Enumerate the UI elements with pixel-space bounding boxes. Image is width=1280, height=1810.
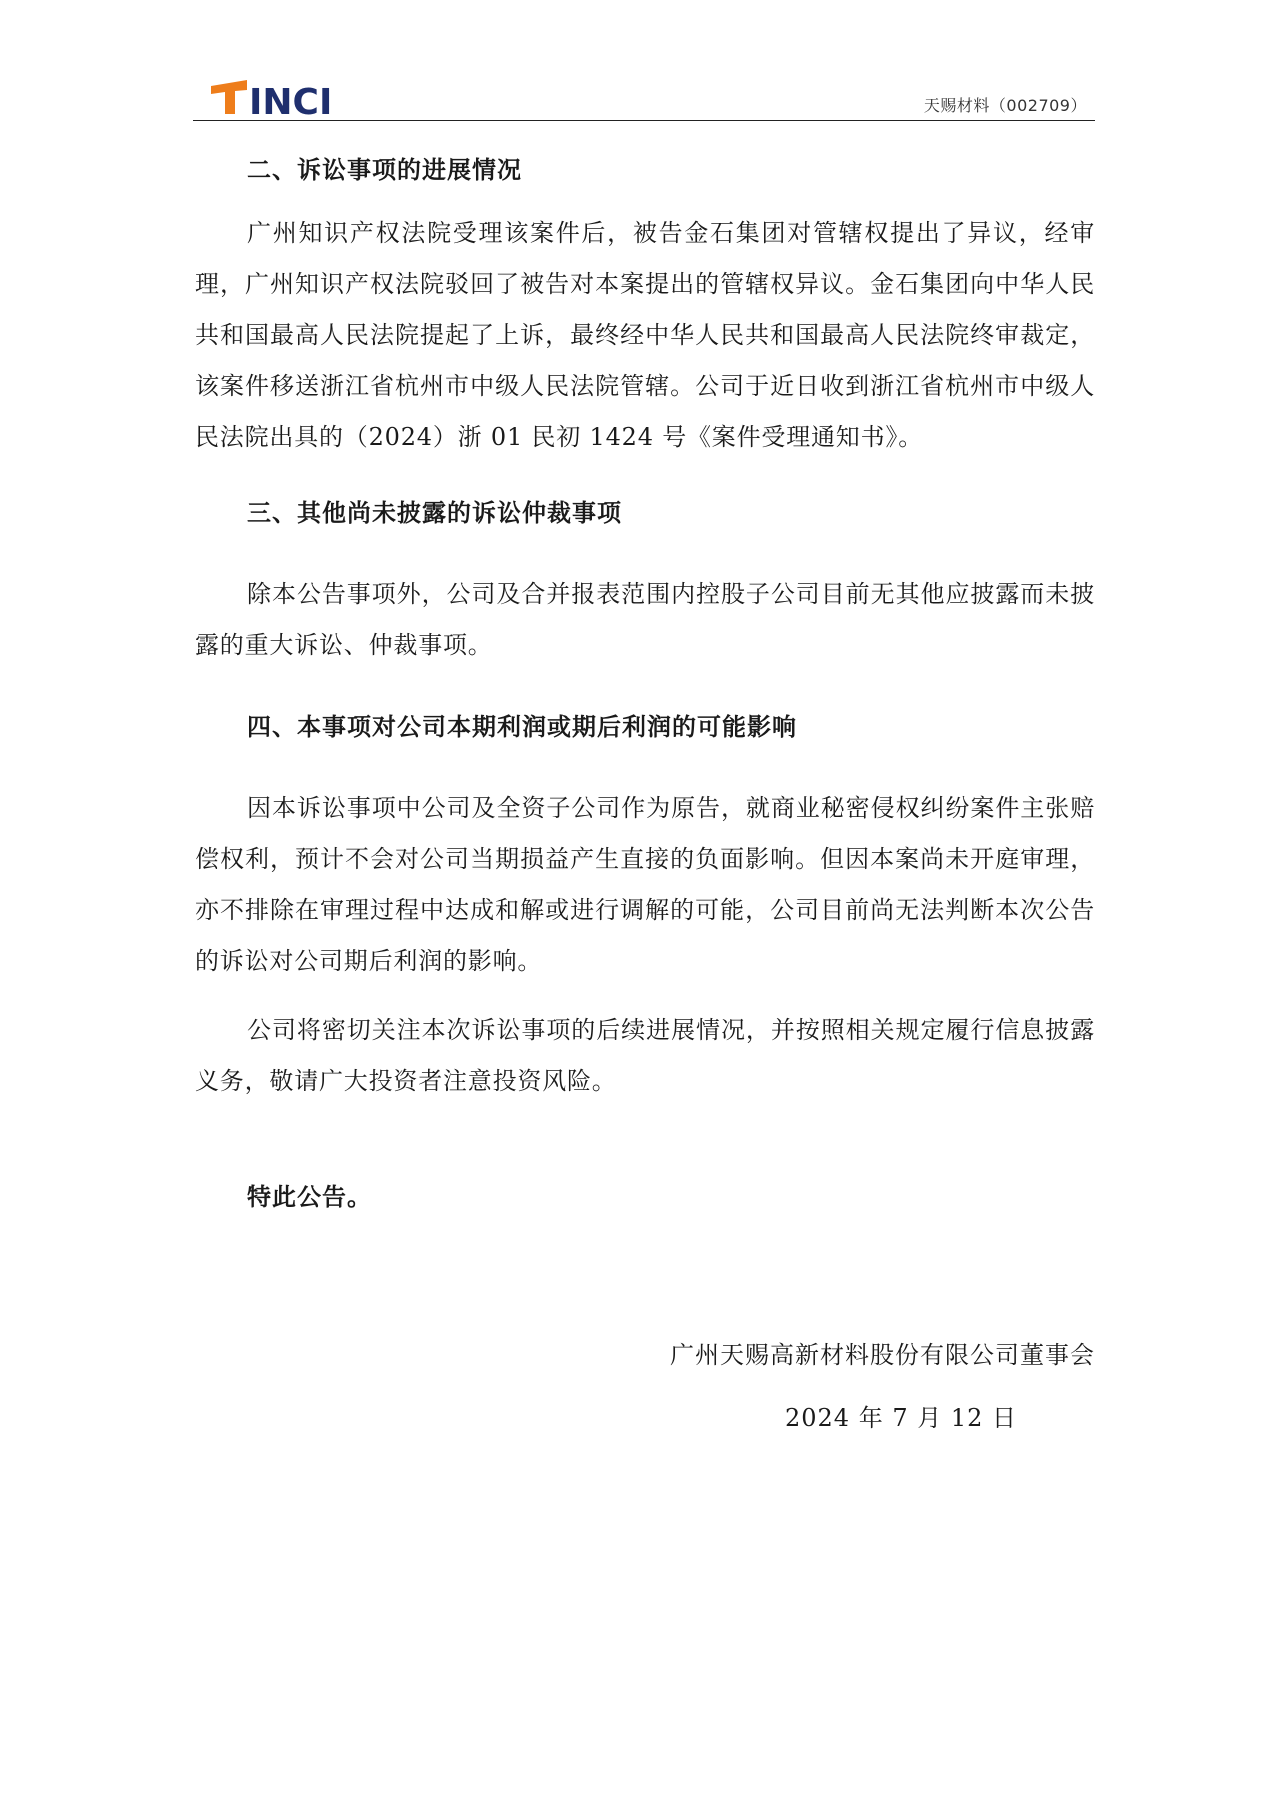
page-header [193,78,1095,121]
logo-text: INCI [249,82,333,118]
company-code: 天赐材料（002709） [923,96,1087,115]
document-body [195,150,1095,1217]
closing-statement: 特此公告。 [247,1183,372,1211]
announcement-date: 2024 年 7 月 12 日 [785,1404,1018,1432]
section-heading-progress: 二、诉讼事项的进展情况 [247,156,522,184]
section-heading-impact: 四、本事项对公司本期利润或期后利润的可能影响 [247,713,797,741]
section-heading-other-litigation: 三、其他尚未披露的诉讼仲裁事项 [247,499,622,527]
paragraph-progress: 广州知识产权法院受理该案件后，被告金石集团对管辖权提出了异议，经审理，广州知识产权法院驳回了被告对本案提出的管辖权异议。金石集团向中华人民共和国最高人民法院提起了上诉，最终经中华人民共和国最高人民法院终审裁定，该案件移送浙江省杭州市中级人民法院管辖。公司于近日收到浙江省杭州市中级人民法院出具的（2024）浙 01 民初 1424 号《案件受理通知书》。 [195,219,1095,451]
paragraph-impact: 因本诉讼事项中公司及全资子公司作为原告，就商业秘密侵权纠纷案件主张赔偿权利，预计不会对公司当期损益产生直接的负面影响。但因本案尚未开庭审理，亦不排除在审理过程中达成和解或进行调解的可能，公司目前尚无法判断本次公告的诉讼对公司期后利润的影响。 [195,794,1095,975]
paragraph-other-litigation: 除本公告事项外，公司及合并报表范围内控股子公司目前无其他应披露而未披露的重大诉讼、仲裁事项。 [195,580,1095,659]
tinci-logo [205,78,365,118]
signature: 广州天赐高新材料股份有限公司董事会 [670,1341,1095,1369]
paragraph-follow-up: 公司将密切关注本次诉讼事项的后续进展情况，并按照相关规定履行信息披露义务，敬请广大投资者注意投资风险。 [195,1016,1095,1095]
